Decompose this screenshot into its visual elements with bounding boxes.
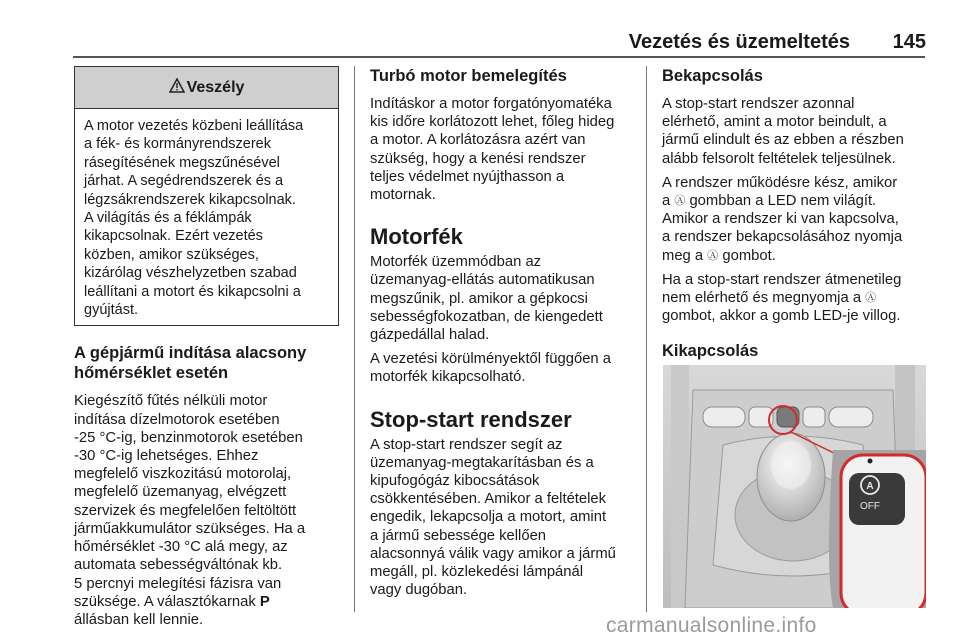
text-line: Amikor a rendszer ki van kapcsolva, (662, 211, 899, 228)
warning-line: leállítani a motort és kikapcsolni a (84, 283, 301, 300)
stop-start-heading: Stop-start rendszer (370, 406, 572, 432)
text-line: A rendszer működésre kész, amikor (662, 174, 898, 191)
turbo-heading: Turbó motor bemelegítés (370, 67, 567, 85)
column-2 (370, 66, 632, 599)
text-line: kipufogógáz kibocsátások (370, 473, 540, 490)
text-line: megfelelő üzemanyag, elvégzett (74, 484, 287, 501)
text-line (74, 593, 344, 611)
text-line: elérhető, amint a motor beindult, a (662, 114, 887, 131)
text-line: kis időre korlátozott lehet, főleg hideg (370, 114, 615, 131)
watermark: carmanualsonline.info (606, 614, 817, 637)
text-line: -30 °C-ig lehetséges. Ehhez (74, 448, 259, 465)
text-line: a jármű sebessége kellően (370, 527, 547, 544)
text-line: motornak. (370, 187, 436, 204)
text-line: üzemanyag-megtakarításban és a (370, 454, 594, 471)
text-line: alacsonnyá válik vagy amikor a jármű (370, 545, 616, 562)
text-span: meg a (662, 247, 708, 264)
turbo-text (370, 95, 632, 204)
stop-start-button-icon: Ⓐ (865, 292, 877, 305)
warning-line: rásegítésének megszűnésével (84, 154, 280, 171)
off-button-label: OFF (860, 501, 880, 512)
text-line (662, 289, 926, 307)
svg-text:A: A (866, 481, 874, 492)
text-line: -25 °C-ig, benzinmotorok esetében (74, 429, 303, 446)
stop-start-button-icon: Ⓐ (674, 195, 686, 208)
text-line: megfelelő viszkozitású motorolaj, (74, 466, 292, 483)
column-3 (662, 66, 926, 361)
text-line: Indításkor a motor forgatónyomatéka (370, 96, 612, 112)
text-line: A stop-start rendszer azonnal (662, 96, 855, 112)
header-rule (73, 56, 925, 58)
cold-start-text (74, 392, 344, 629)
cold-start-heading (74, 343, 344, 383)
text-line: A vezetési körülményektől függően a (370, 351, 612, 368)
text-line (662, 247, 926, 265)
warning-line: kikapcsolnak. Ezért vezetés (84, 228, 263, 245)
warning-line: a fék- és kormányrendszerek (84, 136, 271, 153)
section-title: Vezetés és üzemeltetés (628, 31, 850, 53)
text-line: teljes védelmet nyújthasson a (370, 168, 565, 185)
warning-line: járhat. A segédrendszerek és a (84, 173, 284, 190)
text-line: jármű elindult és az ebben a részben (662, 132, 904, 149)
text-line: 5 percnyi melegítési fázisra van (74, 575, 282, 592)
heading-line: A gépjármű indítása alacsony (74, 344, 307, 363)
engine-brake-heading: Motorfék (370, 224, 463, 250)
warning-header (75, 67, 338, 109)
text-line (662, 192, 926, 210)
gear-p-label: P (259, 593, 270, 610)
heading-line: hőmérséklet esetén (74, 364, 229, 383)
warning-box (74, 66, 339, 326)
warning-line: légzsákrendszerek kikapcsolnak. (84, 191, 296, 208)
engine-brake-text (370, 253, 632, 386)
text-span: nem elérhető és megnyomja a (662, 290, 866, 307)
console-photo (663, 365, 926, 608)
text-line: a motor. A korlátozásra azért van (370, 132, 586, 149)
text-span: gombban a LED nem világít. (685, 193, 877, 210)
text-line: automata sebességváltónak kb. (74, 557, 283, 574)
deactivation-heading: Kikapcsolás (662, 342, 759, 361)
text-line: üzemanyag-ellátás automatikusan (370, 272, 595, 289)
text-line: állásban kell lennie. (74, 611, 204, 628)
activation-text (662, 95, 926, 325)
text-line: hőmérséklet -30 °C alá megy, az (74, 539, 288, 556)
text-line: vagy dugóban. (370, 582, 468, 599)
text-span: szüksége. A választókarnak (74, 593, 260, 610)
text-line: A stop-start rendszer segít az (370, 436, 563, 453)
warning-line: kizárólag vészhelyzetben szabad (84, 265, 297, 282)
text-line: Motorfék üzemmódban az (370, 254, 542, 271)
stop-start-text (370, 436, 632, 600)
text-line: alább felsorolt feltételek teljesülnek. (662, 150, 896, 167)
text-line: engedik, lekapcsolja a motort, amint (370, 509, 607, 526)
column-divider-2 (646, 66, 647, 612)
text-line: gombot, akkor a gomb LED-je villog. (662, 308, 901, 325)
text-span: a (662, 193, 675, 210)
warning-line: gyújtást. (84, 302, 138, 319)
text-line: Ha a stop-start rendszer átmenetileg (662, 271, 902, 288)
stop-start-button-icon: Ⓐ (707, 249, 719, 262)
text-line: szükség, hogy a kenési rendszer (370, 150, 586, 167)
text-line: sebességfokozatban, de kiengedett (370, 308, 603, 325)
warning-triangle-icon (169, 78, 185, 98)
text-line: megáll, pl. közlekedési lámpánál (370, 564, 584, 581)
warning-line: A motor vezetés közbeni leállítása (84, 118, 304, 134)
text-line: megszűnik, pl. amikor a gépkocsi (370, 290, 588, 307)
text-line: gázpedállal halad. (370, 327, 490, 344)
warning-line: A világítás és a féklámpák (84, 210, 252, 227)
text-line: csökkentésében. Amikor a feltételek (370, 491, 607, 508)
page-number: 145 (892, 31, 926, 53)
text-line: motorfék kikapcsolható. (370, 369, 526, 386)
warning-title: Veszély (186, 78, 245, 96)
warning-text (75, 109, 338, 325)
warning-line: közben, amikor szükséges, (84, 246, 259, 263)
activation-heading: Bekapcsolás (662, 67, 763, 85)
text-span: gombot. (718, 247, 776, 264)
text-line: járműakkumulátor szükséges. Ha a (74, 520, 306, 537)
text-line: indítása dízelmotorok esetében (74, 411, 280, 428)
text-line: Kiegészítő fűtés nélküli motor (74, 393, 268, 410)
text-line: a rendszer bekapcsolásához nyomja (662, 229, 903, 246)
column-divider-1 (354, 66, 355, 612)
text-line: szervizek és megfelelően feltöltött (74, 502, 297, 519)
column-1 (74, 66, 344, 629)
